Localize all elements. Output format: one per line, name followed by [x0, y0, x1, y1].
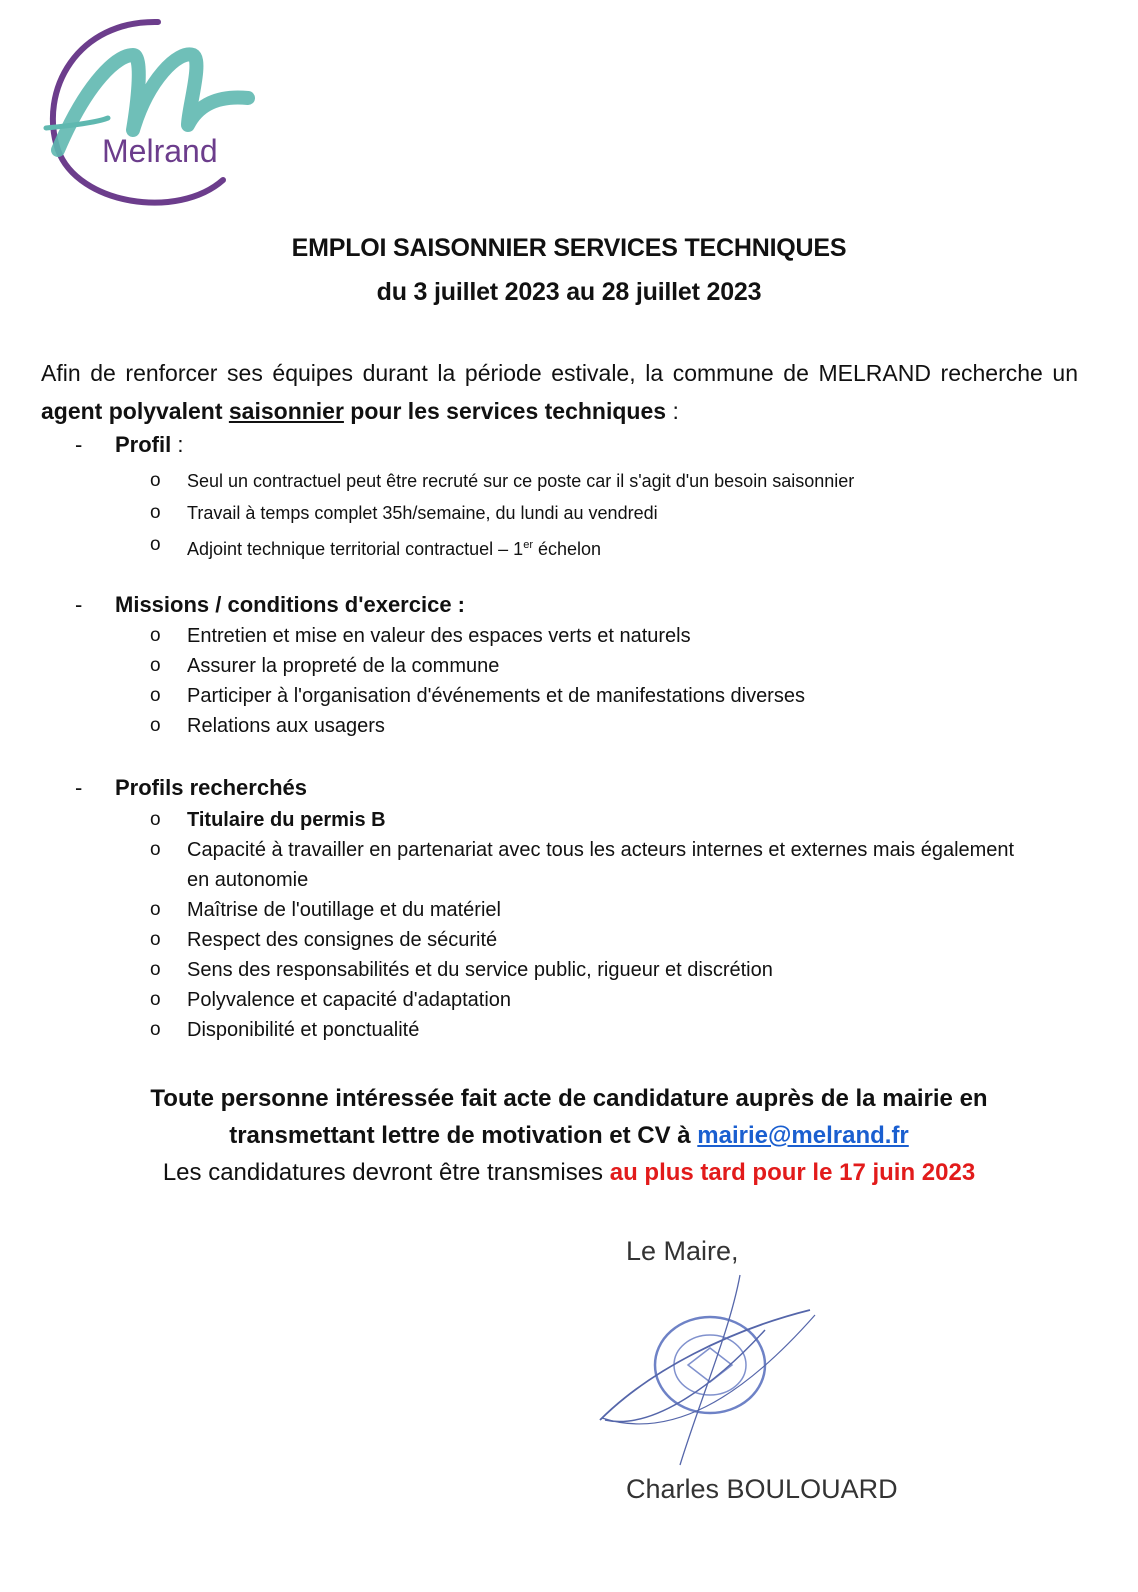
list-item: o Assurer la propreté de la commune: [150, 655, 500, 677]
section-heading-profil: - Profil :: [75, 432, 184, 457]
logo-text: Melrand: [102, 133, 218, 169]
section-heading-profils-recherches: - Profils recherchés: [75, 775, 307, 800]
list-item: o Participer à l'organisation d'événements et de manifestations diverses: [150, 685, 805, 707]
list-item: o Capacité à travailler en partenariat avec tous les acteurs internes et externes mais également en autonomie: [150, 839, 1015, 891]
section-heading-missions: - Missions / conditions d'exercice :: [75, 592, 465, 617]
list-item: o Titulaire du permis B: [150, 809, 386, 831]
deadline: au plus tard pour le 17 juin 2023: [609, 1159, 976, 1186]
list-item: o Adjoint technique territorial contractuel – 1er échelon: [150, 534, 602, 559]
list-item: o Relations aux usagers: [150, 715, 385, 737]
melrand-logo: [38, 10, 258, 215]
cta-line-2: transmettant lettre de motivation et CV à mairie@melrand.fr: [229, 1122, 909, 1149]
signature-title: Le Maire,: [626, 1236, 739, 1266]
missions-list: [150, 621, 1030, 741]
intro-paragraph: Afin de renforcer ses équipes durant la période estivale, la commune de MELRAND recherche un agent polyvalent saisonnier pour les services techniques :: [41, 360, 1078, 424]
cta-line-3: Les candidatures devront être transmises au plus tard pour le 17 juin 2023: [162, 1159, 976, 1186]
list-item: o Polyvalence et capacité d'adaptation: [150, 989, 512, 1011]
profil-list: [150, 465, 1030, 561]
profils-list: [150, 805, 1020, 1045]
list-item: o Seul un contractuel peut être recruté sur ce poste car il s'agit d'un besoin saisonnier: [150, 470, 855, 491]
list-item: o Travail à temps complet 35h/semaine, du lundi au vendredi: [150, 502, 658, 523]
list-item: o Respect des consignes de sécurité: [150, 929, 498, 951]
cta-line-1: Toute personne intéressée fait acte de candidature auprès de la mairie en: [150, 1085, 988, 1112]
page-title: EMPLOI SAISONNIER SERVICES TECHNIQUES: [291, 234, 847, 262]
page-subtitle: du 3 juillet 2023 au 28 juillet 2023: [376, 278, 762, 306]
list-item: o Disponibilité et ponctualité: [150, 1019, 420, 1041]
signatory-name: Charles BOULOUARD: [626, 1474, 898, 1504]
email-link[interactable]: mairie@melrand.fr: [697, 1122, 909, 1149]
application-instructions: [0, 1080, 1138, 1191]
list-item: o Maîtrise de l'outillage et du matériel: [150, 899, 501, 921]
list-item: o Entretien et mise en valeur des espaces verts et naturels: [150, 625, 691, 647]
list-item: o Sens des responsabilités et du service public, rigueur et discrétion: [150, 959, 773, 981]
official-stamp: [590, 1270, 830, 1470]
